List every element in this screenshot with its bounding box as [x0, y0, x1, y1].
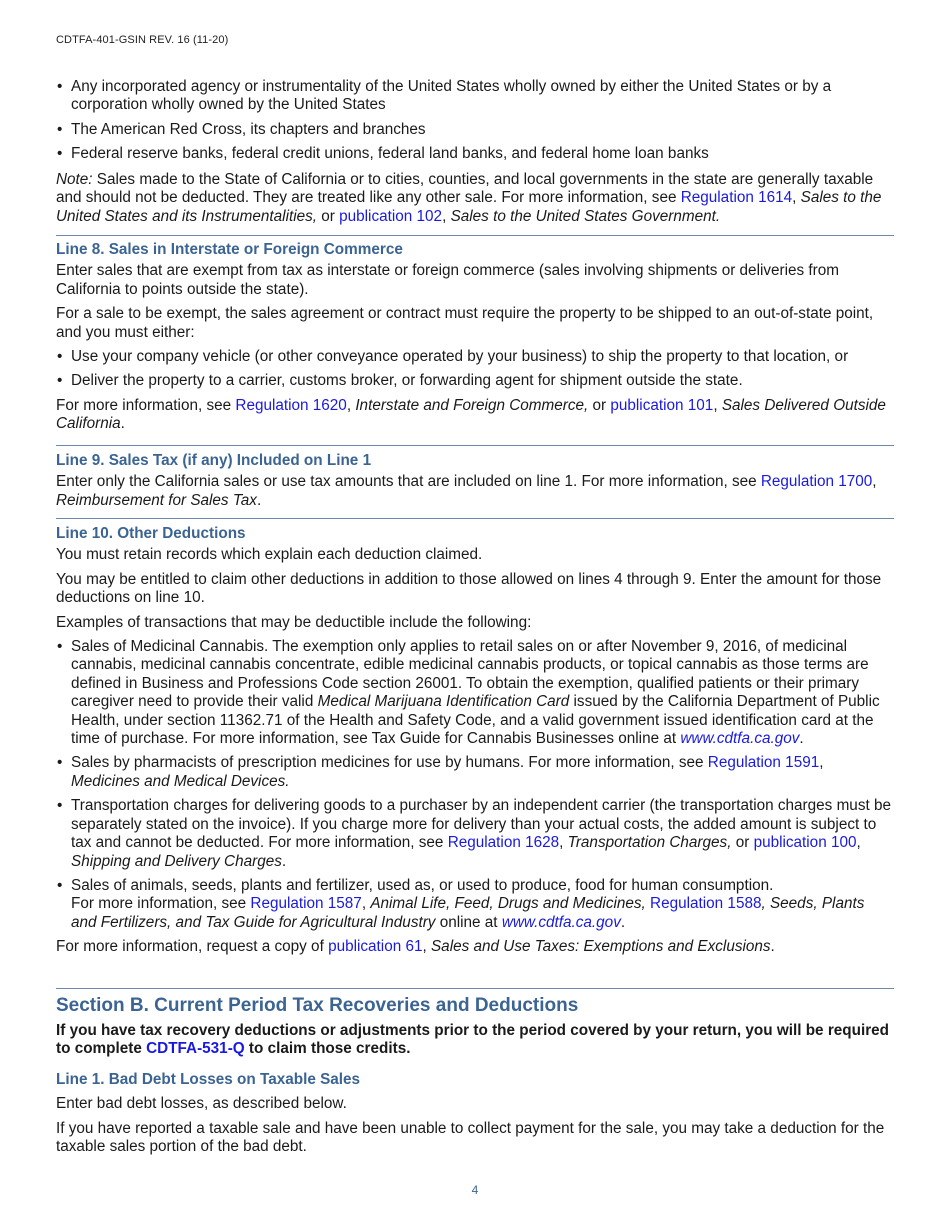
publication-100-link[interactable]: publication 100: [753, 834, 857, 852]
note-label: Note:: [56, 171, 93, 188]
publication-61-link[interactable]: publication 61: [328, 938, 423, 956]
line8-section: [56, 241, 894, 434]
list-item: • Any incorporated agency or instrumentality of the United States wholly owned by either the United States or by a corporation wholly owned by the United States: [56, 78, 894, 115]
divider: [56, 988, 894, 989]
cdtfa-531-q-link[interactable]: CDTFA-531-Q: [146, 1040, 245, 1058]
line1-heading: Line 1. Bad Debt Losses on Taxable Sales: [56, 1070, 361, 1088]
list-item: • The American Red Cross, its chapters and branches: [56, 121, 894, 139]
line10-heading: Line 10. Other Deductions: [56, 525, 246, 542]
list-item: • Federal reserve banks, federal credit unions, federal land banks, and federal home loan banks: [56, 145, 894, 163]
list-item: • Sales by pharmacists of prescription medicines for use by humans. For more information, see Regulation 1591, Medicines and Medical Devices.: [56, 754, 894, 791]
list-item: • Sales of animals, seeds, plants and fertilizer, used as, or used to produce, food for human consumption. For more information, see Regulation 1587, Animal Life, Feed, Drugs and Medicines, Regulation 1588, Seeds, Plants and Fertilizers, and Tax Guide for Agricultural Industry online at www.cdtfa.ca.gov.: [56, 877, 894, 932]
section-b-notice: If you have tax recovery deductions or adjustments prior to the period covered by your return, you will be required to complete CDTFA-531-Q to claim those credits.: [56, 1022, 890, 1058]
list-item: • Deliver the property to a carrier, customs broker, or forwarding agent for shipment outside the state.: [56, 372, 894, 390]
line8-paragraph: Enter sales that are exempt from tax as interstate or foreign commerce (sales involving shipments or deliveries from California to points outside the state).: [56, 262, 840, 298]
form-id: CDTFA-401-GSIN REV. 16 (11-20): [56, 34, 229, 46]
publication-102-link[interactable]: publication 102: [339, 207, 443, 225]
list-item: • Sales of Medicinal Cannabis. The exemption only applies to retail sales on or after November 9, 2016, of medicinal cannabis, medicinal cannabis concentrate, edible medicinal cannabis products, or topical cannabis as those terms are defined in Business and Professions Code section 26001. To obtain the exemption, qualified patients or their primary caregiver need to provide their valid Medical Marijuana Identification Card issued by the California Department of Public Health, under section 11362.71 of the Health and Safety Code, and a valid government issued identification card at the time of purchase. For more information, see Tax Guide for Cannabis Businesses online at www.cdtfa.ca.gov.: [56, 638, 894, 748]
line9-section: [56, 452, 894, 510]
list-item: • Use your company vehicle (or other conveyance operated by your business) to ship the property to that location, or: [56, 348, 894, 366]
regulation-1587-link[interactable]: Regulation 1587: [250, 895, 362, 913]
intro-bullets: [56, 78, 894, 164]
regulation-1628-link[interactable]: Regulation 1628: [447, 834, 560, 852]
line8-paragraph: For a sale to be exempt, the sales agreement or contract must require the property to be shipped to an out-of-state point, and you must either:: [56, 305, 874, 341]
regulation-1591-link[interactable]: Regulation 1591: [707, 754, 820, 772]
line10-section: [56, 525, 894, 957]
list-item: • Transportation charges for delivering goods to a purchaser by an independent carrier (the transportation charges must be separately stated on the invoice). If you charge more for delivery than your actual costs, the added amount is subject to tax and cannot be deducted. For more information, see Regulation 1628, Transportation Charges, or publication 100, Shipping and Delivery Charges.: [56, 797, 894, 871]
regulation-1588-link[interactable]: Regulation 1588: [650, 895, 762, 913]
divider: [56, 518, 894, 519]
line8-heading: Line 8. Sales in Interstate or Foreign Commerce: [56, 241, 403, 258]
divider: [56, 445, 894, 446]
cdtfa-website-link[interactable]: www.cdtfa.ca.gov: [501, 913, 621, 931]
line9-paragraph: Enter only the California sales or use tax amounts that are included on line 1. For more information, see Regulation 1700, Reimbursement for Sales Tax.: [56, 473, 877, 509]
line10-paragraph: You must retain records which explain each deduction claimed.: [56, 546, 483, 564]
line8-more-info: For more information, see Regulation 1620, Interstate and Foreign Commerce, or publication 101, Sales Delivered Outside California.: [56, 396, 886, 433]
publication-101-link[interactable]: publication 101: [610, 396, 714, 414]
regulation-1620-link[interactable]: Regulation 1620: [235, 396, 347, 414]
line1-paragraph: If you have reported a taxable sale and have been unable to collect payment for the sale, you may take a deduction for the taxable sales portion of the bad debt.: [56, 1119, 885, 1156]
line9-heading: Line 9. Sales Tax (if any) Included on Line 1: [56, 452, 372, 469]
section-b-heading: Section B. Current Period Tax Recoveries and Deductions: [56, 995, 579, 1016]
regulation-1700-link[interactable]: Regulation 1700: [760, 473, 873, 491]
cdtfa-website-link[interactable]: www.cdtfa.ca.gov: [680, 730, 800, 748]
line10-paragraph: Examples of transactions that may be deductible include the following:: [56, 613, 532, 631]
divider: [56, 235, 894, 236]
line10-more-info: For more information, request a copy of publication 61, Sales and Use Taxes: Exemptions and Exclusions.: [56, 938, 775, 956]
regulation-1614-link[interactable]: Regulation 1614: [680, 189, 793, 207]
section-b: [56, 994, 894, 1156]
line10-paragraph: You may be entitled to claim other deductions in addition to those allowed on lines 4 through 9. Enter the amount for those deductions on line 10.: [56, 570, 882, 607]
line1-paragraph: Enter bad debt losses, as described below.: [56, 1095, 347, 1113]
note-paragraph: Note: Sales made to the State of California or to cities, counties, and local governments in the state are generally taxable and should not be deducted. They are treated like any other sale. For more information, see Regulation 1614, Sales to the United States and its Instrumentalities, or publication 102, Sales to the United States Government.: [56, 171, 882, 225]
page-number: 4: [471, 1183, 479, 1197]
